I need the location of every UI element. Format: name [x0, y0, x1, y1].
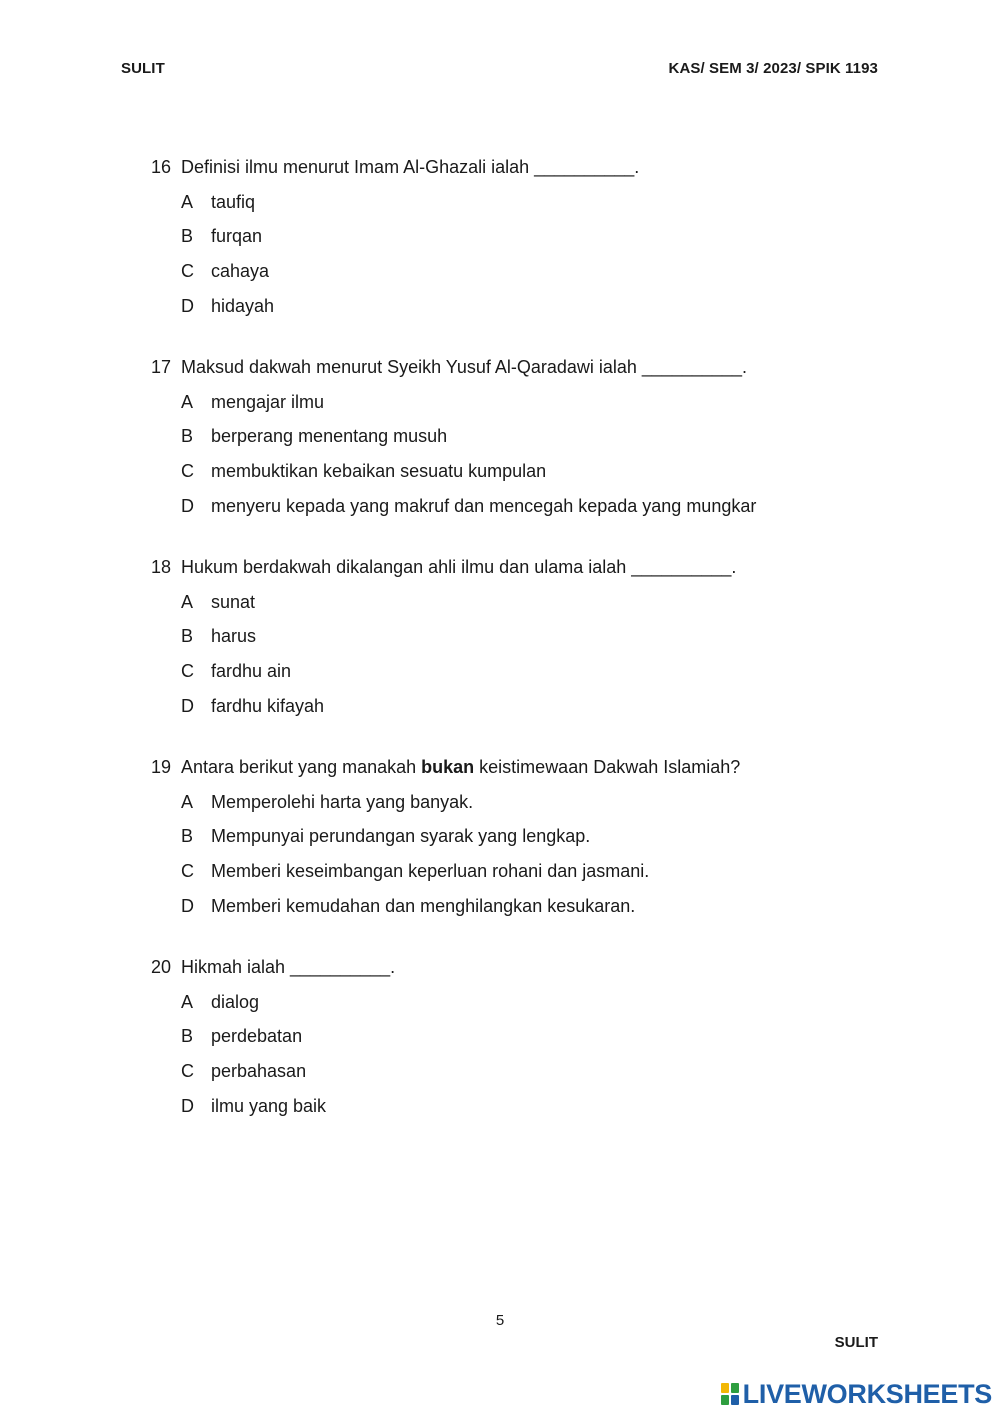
stem-emphasis: bukan — [421, 757, 475, 777]
question-17 — [151, 355, 756, 518]
option-letter: D — [181, 695, 194, 716]
footer-classification: SULIT — [834, 1334, 878, 1351]
option-letter: C — [181, 861, 194, 882]
page-number: 5 — [495, 1312, 505, 1329]
option-letter: A — [181, 191, 194, 212]
question-stem: Definisi ilmu menurut Imam Al-Ghazali ialah __________. — [181, 157, 640, 177]
option-a[interactable] — [151, 390, 756, 414]
option-text: perdebatan — [211, 1026, 303, 1047]
option-letter: A — [181, 591, 194, 612]
question-number: 16 — [151, 157, 172, 177]
option-letter: C — [181, 461, 194, 482]
option-b[interactable] — [151, 824, 740, 848]
option-text: Mempunyai perundangan syarak yang lengkap. — [211, 826, 591, 847]
option-letter: A — [181, 391, 194, 412]
option-letter: D — [181, 1095, 194, 1116]
option-a[interactable] — [151, 190, 639, 214]
question-stem: Hikmah ialah __________. — [181, 957, 396, 977]
option-text: Memberi kemudahan dan menghilangkan kesukaran. — [211, 895, 636, 916]
question-number: 19 — [151, 757, 172, 777]
question-number: 18 — [151, 557, 172, 577]
option-letter: B — [181, 426, 194, 447]
header-classification: SULIT — [121, 60, 165, 77]
option-letter: B — [181, 826, 194, 847]
option-d[interactable] — [151, 494, 756, 518]
option-b[interactable] — [151, 1024, 395, 1048]
option-d[interactable] — [151, 894, 740, 918]
option-text: Memberi keseimbangan keperluan rohani dan jasmani. — [211, 861, 650, 882]
question-20 — [151, 955, 395, 1118]
option-a[interactable] — [151, 590, 736, 614]
liveworksheets-watermark — [721, 1378, 992, 1410]
stem-part: keistimewaan Dakwah Islamiah? — [474, 757, 741, 777]
option-a[interactable] — [151, 990, 395, 1014]
option-letter: D — [181, 895, 194, 916]
option-letter: B — [181, 226, 194, 247]
question-stem — [181, 755, 740, 779]
option-text: sunat — [211, 591, 256, 612]
option-letter: D — [181, 295, 194, 316]
option-text: Memperolehi harta yang banyak. — [211, 791, 474, 812]
watermark-text: LIVEWORKSHEETS — [742, 1378, 992, 1409]
option-c[interactable] — [151, 459, 756, 483]
option-text: fardhu ain — [211, 661, 292, 682]
option-letter: C — [181, 661, 194, 682]
option-text: menyeru kepada yang makruf dan mencegah kepada yang mungkar — [211, 495, 757, 516]
question-18 — [151, 555, 736, 718]
option-text: berperang menentang musuh — [211, 426, 448, 447]
option-letter: B — [181, 1026, 194, 1047]
option-text: dialog — [211, 991, 260, 1012]
option-text: hidayah — [211, 295, 275, 316]
option-text: harus — [211, 626, 257, 647]
option-b[interactable] — [151, 624, 736, 648]
question-stem: Maksud dakwah menurut Syeikh Yusuf Al-Qaradawi ialah __________. — [181, 357, 748, 377]
option-d[interactable] — [151, 294, 639, 318]
question-number: 20 — [151, 957, 172, 977]
option-text: perbahasan — [211, 1061, 307, 1082]
option-c[interactable] — [151, 259, 639, 283]
option-text: ilmu yang baik — [211, 1095, 327, 1116]
question-19 — [151, 755, 740, 918]
option-c[interactable] — [151, 859, 740, 883]
option-c[interactable] — [151, 1059, 395, 1083]
option-b[interactable] — [151, 424, 756, 448]
liveworksheets-logo-icon — [721, 1383, 739, 1405]
option-text: taufiq — [211, 191, 256, 212]
option-text: mengajar ilmu — [211, 391, 325, 412]
option-text: membuktikan kebaikan sesuatu kumpulan — [211, 461, 547, 482]
option-d[interactable] — [151, 694, 736, 718]
option-letter: D — [181, 495, 194, 516]
option-letter: C — [181, 261, 194, 282]
question-number: 17 — [151, 357, 172, 377]
stem-part: Antara berikut yang manakah — [181, 757, 422, 777]
option-text: cahaya — [211, 261, 270, 282]
option-a[interactable] — [151, 790, 740, 814]
option-letter: C — [181, 1061, 194, 1082]
header-course-code: KAS/ SEM 3/ 2023/ SPIK 1193 — [668, 60, 878, 77]
question-stem: Hukum berdakwah dikalangan ahli ilmu dan ulama ialah __________. — [181, 557, 737, 577]
option-b[interactable] — [151, 224, 639, 248]
option-letter: B — [181, 626, 194, 647]
option-text: fardhu kifayah — [211, 695, 325, 716]
option-letter: A — [181, 791, 194, 812]
option-d[interactable] — [151, 1094, 395, 1118]
option-text: furqan — [211, 226, 263, 247]
question-16 — [151, 155, 639, 318]
option-c[interactable] — [151, 659, 736, 683]
option-letter: A — [181, 991, 194, 1012]
